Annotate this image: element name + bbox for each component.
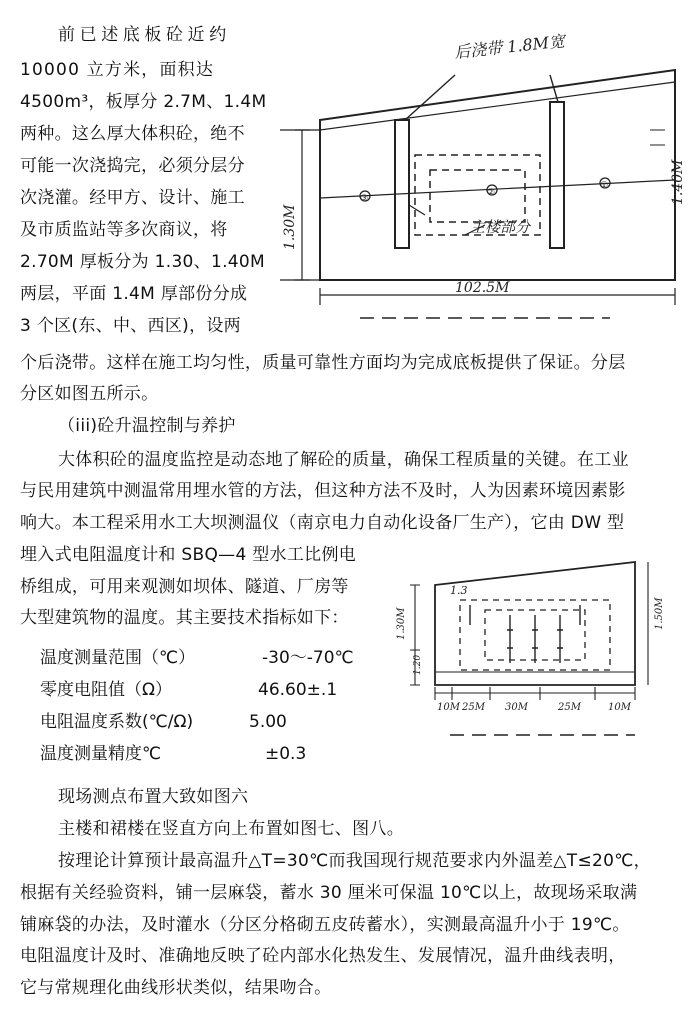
height-label-left: 1.30M [396, 607, 407, 640]
dim-2: 25M [462, 702, 485, 713]
spec-value: ±0.3 [265, 744, 307, 764]
small-label: 1.20 [413, 654, 423, 675]
dim-3: 30M [505, 702, 528, 713]
slab-outline [320, 70, 675, 280]
text-line: 铺麻袋的办法，及时灌水（分区分格砌五皮砖蓄水），实测最高温升小于 19℃。 [20, 915, 630, 935]
text-line: 及市质监站等多次商议，将 [20, 220, 228, 240]
text-line: 4500m³，板厚分 2.7M、1.4M [20, 92, 267, 112]
length-label: 102.5M [455, 280, 510, 296]
text-line: 与民用建筑中测温常用埋水管的方法，但这种方法不及时，人为因素环境因素影 [20, 481, 626, 501]
spec-value: -30～-70℃ [262, 648, 354, 668]
height-label-right: 1.40M [670, 159, 686, 205]
height-label-left: 1.30M [282, 204, 298, 250]
text-line: 前已述底板砼近约 [58, 25, 231, 45]
text-line: 大体积砼的温度监控是动态地了解砼的质量，确保工程质量的关键。在工业 [58, 450, 629, 470]
dim-4: 25M [558, 702, 581, 713]
height-label-right: 1.50M [654, 597, 665, 630]
text-line: 3 个区(东、中、西区)，设两 [20, 316, 241, 336]
spec-value: 5.00 [249, 712, 287, 732]
text-line: 它与常规理化曲线形状类似，结果吻合。 [20, 978, 332, 998]
text-line: 可能一次浇捣完，必须分层分 [20, 156, 245, 176]
spec-label: 温度测量范围（℃） [40, 648, 196, 668]
text-line: 电阻温度计及时、准确地反映了砼内部水化热发生、发展情况，温升曲线表明， [20, 946, 626, 966]
spec-label: 电阻温度系数(℃/Ω) [40, 712, 194, 732]
mark-2: ② [487, 188, 496, 198]
post-pour-band-left [395, 120, 409, 248]
text-line: 10000 立方米，面积达 [20, 60, 215, 80]
text-line: 个后浇带。这样在施工均匀性，质量可靠性方面均为完成底板提供了保证。分层 [20, 353, 626, 373]
text-line: 按理论计算预计最高温升△T=30℃而我国现行规范要求内外温差△T≤20℃， [58, 851, 651, 871]
section-heading: （iii)砼升温控制与养护 [58, 416, 236, 436]
mark-1: ① [600, 181, 609, 191]
spec-label: 零度电阻值（Ω） [40, 680, 172, 700]
mark-3: ③ [360, 194, 369, 204]
corner-label: 1.3 [450, 584, 468, 597]
text-line: 2.70M 厚板分为 1.30、1.40M [20, 252, 265, 272]
figure-6-sketch [390, 560, 690, 740]
text-line: 大型建筑物的温度。其主要技术指标如下： [20, 608, 349, 628]
post-pour-band-right [550, 102, 564, 248]
text-line: 埋入式电阻温度计和 SBQ—4 型水工比例电 [20, 545, 357, 565]
dim-1: 10M [437, 702, 460, 713]
text-line: 分区如图五所示。 [20, 384, 159, 404]
spec-value: 46.60±.1 [258, 680, 338, 700]
text-line: 两种。这么厚大体积砼，绝不 [20, 124, 245, 144]
text-line: 次浇灌。经甲方、设计、施工 [20, 188, 245, 208]
text-line: 两层，平面 1.4M 厚部份分成 [20, 284, 248, 304]
main-building-label: 主楼部分 [470, 218, 531, 236]
text-line: 现场测点布置大致如图六 [58, 787, 249, 807]
post-pour-label: 后浇带 1.8M宽 [453, 31, 566, 62]
text-line: 主楼和裙楼在竖直方向上布置如图七、图八。 [58, 819, 404, 839]
dim-5: 10M [608, 702, 631, 713]
text-line: 响大。本工程采用水工大坝测温仪（南京电力自动化设备厂生产），它由 DW 型 [20, 513, 625, 533]
text-line: 桥组成，可用来观测如坝体、隧道、厂房等 [20, 577, 349, 597]
spec-label: 温度测量精度℃ [40, 744, 162, 764]
text-line: 根据有关经验资料，铺一层麻袋，蓄水 30 厘米可保温 10℃以上，故现场采取满 [20, 883, 638, 903]
figure-5-sketch [280, 20, 690, 325]
